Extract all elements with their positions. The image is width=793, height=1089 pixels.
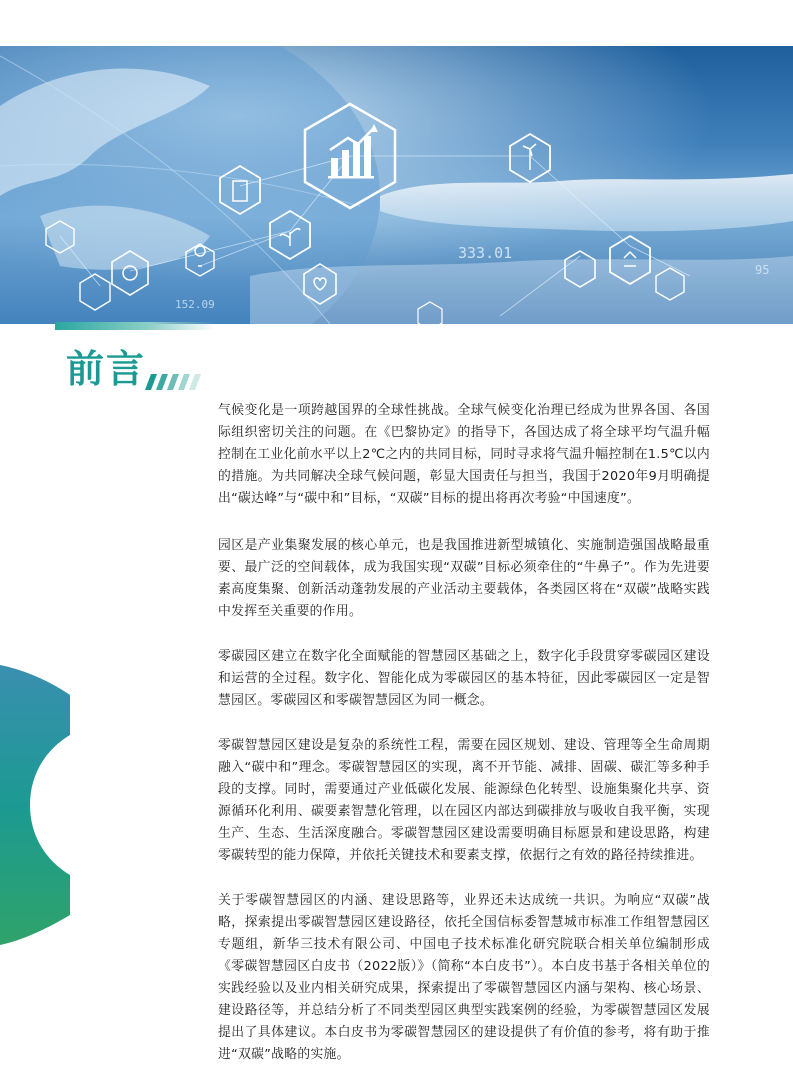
banner-number-1: 333.01: [458, 244, 513, 262]
section-title: 前言: [66, 347, 147, 391]
paragraph: 零碳园区建立在数字化全面赋能的智慧园区基础之上，数字化手段贯穿零碳园区建设和运营的全过程。数字化、智能化成为零碳园区的基本特征，因此零碳园区一定是智慧园区。零碳园区和零碳智慧园区为同一概念。: [218, 649, 710, 708]
paragraph: 园区是产业集聚发展的核心单元，也是我国推进新型城镇化、实施制造强国战略最重要、最广泛的空间载体，成为我国实现“双碳”目标必须牵住的“牛鼻子”。作为先进要素高度集聚、创新活动蓬勃发展的产业活动主要载体，各类园区将在“双碳”战略实践中发挥至关重要的作用。: [218, 538, 710, 619]
paragraph: 零碳智慧园区建设是复杂的系统性工程，需要在园区规划、建设、管理等全生命周期融入“碳中和”理念。零碳智慧园区的实现，离不开节能、减排、固碳、碳汇等多种手段的支撑。同时，需要通过产业低碳化发展、能源绿色化转型、设施集聚化共享、资源循环化利用、碳要素智慧化管理，以在园区内部达到碳排放与吸收自我平衡，实现生产、生态、生活深度融合。零碳智慧园区建设需要明确目标愿景和建设思路，构建零碳转型的能力保障，并依托关键技术和要素支撑，依据行之有效的路径持续推进。: [218, 738, 710, 863]
banner-number-3: 95: [755, 263, 770, 277]
banner-accent-strip: [55, 322, 215, 330]
banner-number-2: 152.09: [175, 298, 215, 311]
heading-slash-decoration: [145, 374, 201, 390]
section-heading-group: [66, 346, 146, 396]
banner-illustration: [0, 46, 793, 324]
preface-body: [218, 400, 710, 1089]
header-banner-image: [0, 46, 793, 324]
paragraph: 气候变化是一项跨越国界的全球性挑战。全球气候变化治理已经成为世界各国、各国际组织密切关注的问题。在《巴黎协定》的指导下，各国达成了将全球平均气温升幅控制在工业化前水平以上2℃之内的共同目标，同时寻求将气温升幅控制在1.5℃以内的措施。为共同解决全球气候问题，彰显大国责任与担当，我国于2020年9月明确提出“碳达峰”与“碳中和”目标，“双碳”目标的提出将再次考验“中国速度”。: [218, 403, 710, 506]
paragraph: 关于零碳智慧园区的内涵、建设思路等，业界还未达成统一共识。为响应“双碳”战略，探索提出零碳智慧园区建设路径，依托全国信标委智慧城市标准工作组智慧园区专题组，新华三技术有限公司、中国电子技术标准化研究院联合相关单位编制形成《零碳智慧园区白皮书（2022版）》（简称“本白皮书”）。本白皮书基于各相关单位的实践经验以及业内相关研究成果，探索提出了零碳智慧园区内涵与架构、核心场景、建设路径等，并总结分析了不同类型园区典型实践案例的经验，为零碳智慧园区发展提出了具体建议。本白皮书为零碳智慧园区的建设提供了有价值的参考，将有助于推进“双碳”战略的实施。: [218, 893, 710, 1062]
left-arc-decoration: [0, 665, 70, 945]
